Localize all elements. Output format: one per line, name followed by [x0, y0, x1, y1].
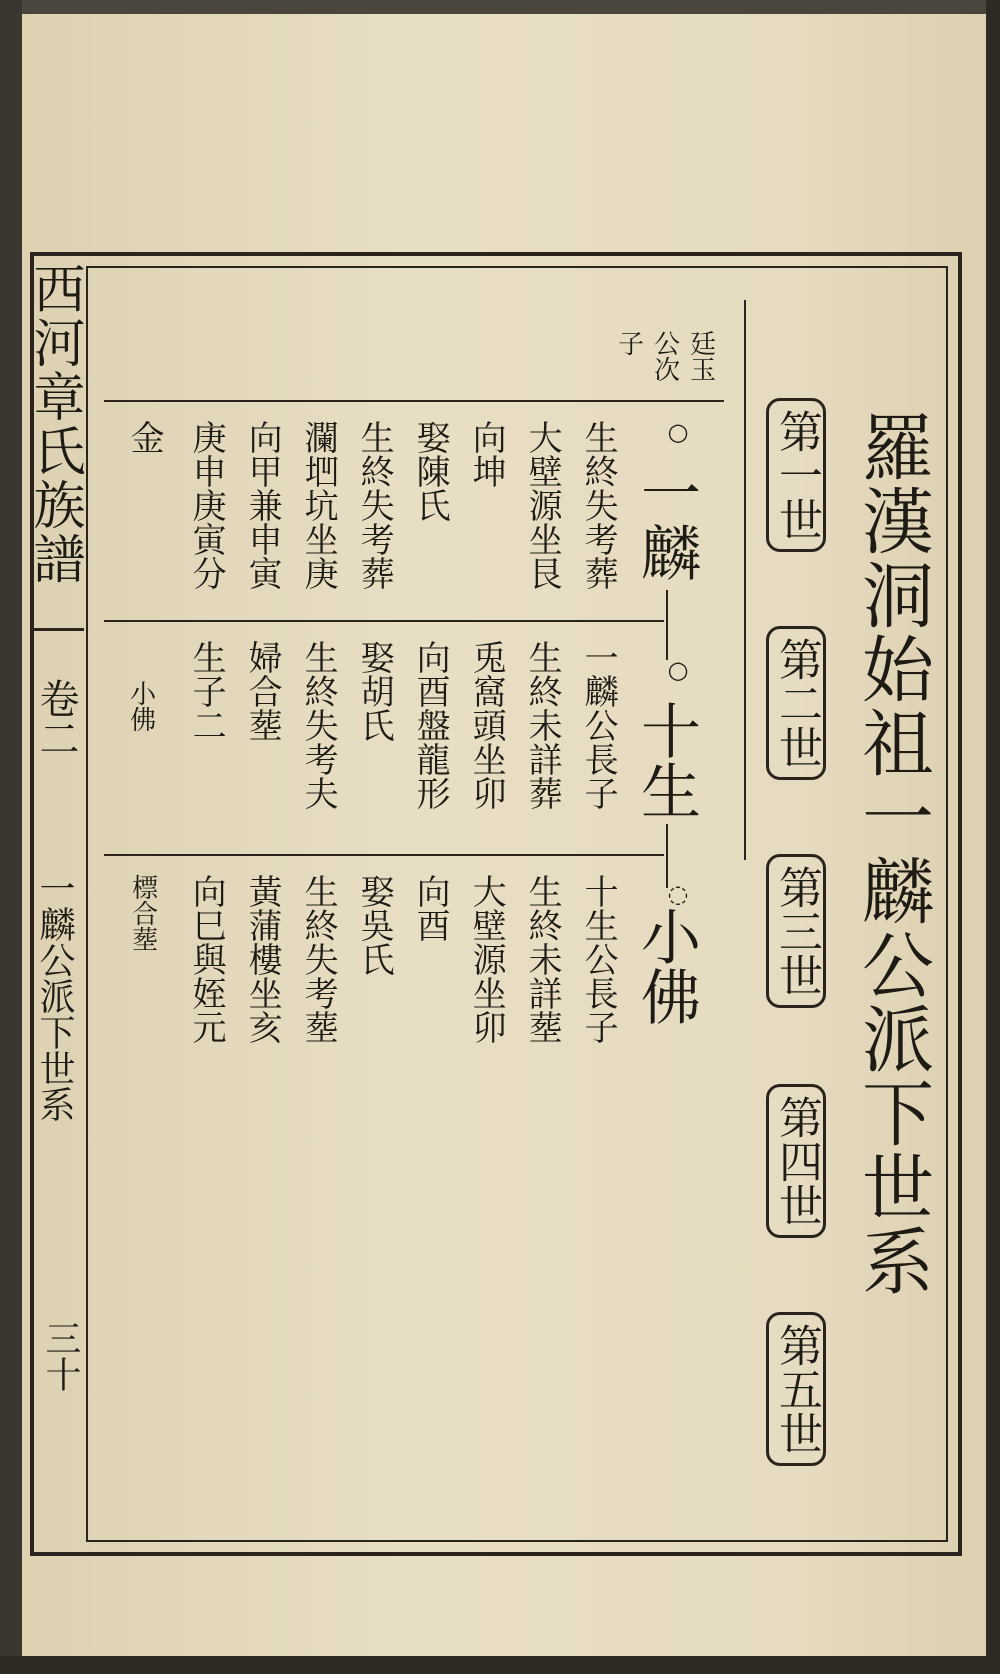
page-edge-bottom	[0, 1656, 1000, 1674]
gen2-detail-3: 兎窩頭坐卯	[466, 640, 507, 810]
gen3-detail-1: 十生公長子	[578, 874, 619, 1044]
section-label: 一麟公派下世系	[34, 870, 75, 1122]
page-edge-right	[986, 0, 1000, 1674]
gen1-detail-6: 瀾垇坑坐庚	[298, 420, 339, 590]
gen1-name: 一麟	[631, 462, 701, 582]
table-rule-2	[104, 620, 664, 622]
node-marker-2: ○	[664, 656, 692, 684]
gen1-detail-1: 生終失考葬	[578, 420, 619, 590]
node-marker-1: ○	[664, 418, 692, 446]
header-rule	[744, 300, 746, 860]
book-title: 西河章氏族譜	[24, 262, 84, 586]
gen2-detail-6: 生終失考夫	[298, 640, 339, 810]
origin-note-col-2: 公次	[649, 330, 680, 382]
gen3-detail-3: 大壁源坐卯	[466, 874, 507, 1044]
gen2-detail-9: 小佛	[125, 680, 156, 732]
gen1-detail-4: 娶陳氏	[410, 420, 451, 522]
table-rule-1	[104, 400, 724, 402]
gen1-detail-7: 向甲兼申寅	[242, 420, 283, 590]
volume-label: 卷二	[33, 678, 79, 758]
node-marker-3: ◌	[664, 880, 692, 908]
gen2-detail-4: 向酉盤龍形	[410, 640, 451, 810]
gen3-name: 小佛	[631, 906, 701, 1026]
gen1-detail-3: 向坤	[466, 420, 507, 488]
gen3-detail-7: 黃蒲樓坐亥	[242, 874, 283, 1044]
gen3-detail-9: 標合塟	[127, 874, 158, 952]
gen1-detail-9: 金	[124, 420, 165, 454]
gen2-detail-2: 生終未詳葬	[522, 640, 563, 810]
gen3-detail-6: 生終失考塟	[298, 874, 339, 1044]
gen3-detail-5: 娶吳氏	[354, 874, 395, 976]
generation-badge-2: 第二世	[766, 626, 826, 780]
generation-badge-4: 第四世	[766, 1084, 826, 1238]
lineage-line-2	[666, 824, 668, 888]
page-edge-top	[0, 0, 1000, 14]
page-edge-left	[0, 0, 22, 1674]
table-rule-3	[104, 854, 664, 856]
gen1-detail-8: 庚申庚寅分	[186, 420, 227, 590]
origin-note-col-3: 子	[613, 330, 644, 356]
gen3-detail-2: 生終未詳塟	[522, 874, 563, 1044]
gen2-detail-7: 婦合塟	[242, 640, 283, 742]
generation-badge-1: 第一世	[766, 398, 826, 552]
gen2-detail-5: 娶胡氏	[354, 640, 395, 742]
gen1-detail-2: 大壁源坐艮	[522, 420, 563, 590]
gen3-detail-8: 向巳與姪元	[186, 874, 227, 1044]
gen3-detail-4: 向酉	[410, 874, 451, 942]
generation-badge-5: 第五世	[766, 1312, 826, 1466]
page-title: 羅漢洞始祖一麟公派下世系	[850, 410, 934, 1298]
margin-divider	[34, 628, 84, 631]
gen1-detail-5: 生終失考葬	[354, 420, 395, 590]
gen2-detail-8: 生子二	[186, 640, 227, 742]
page-number: 三十	[40, 1320, 81, 1392]
generation-badge-3: 第三世	[766, 854, 826, 1008]
gen2-name: 十生	[631, 700, 701, 820]
lineage-line-1	[666, 590, 668, 660]
gen2-detail-1: 一麟公長子	[578, 640, 619, 810]
generation-column	[762, 398, 832, 1498]
origin-note-col-1: 廷玉	[685, 330, 716, 382]
